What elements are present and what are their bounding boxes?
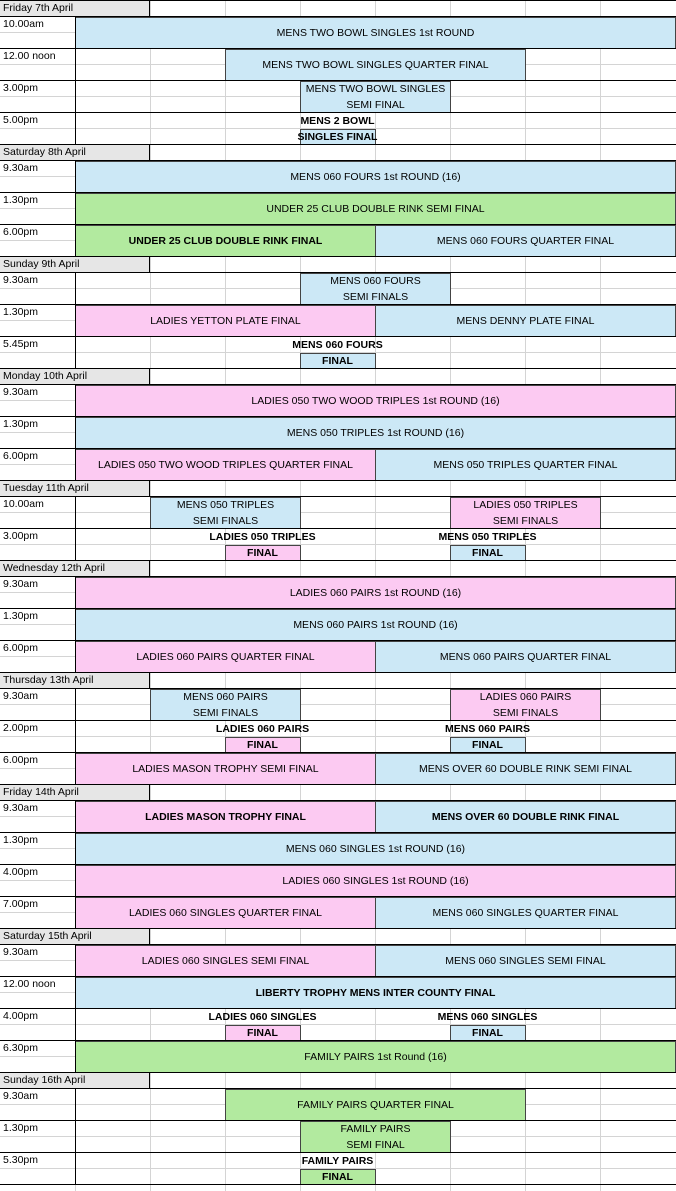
time-label: 3.00pm: [3, 82, 39, 94]
event-label: MENS 060 SINGLES QUARTER FINAL: [432, 907, 619, 919]
event-label: MENS 060 PAIRS 1st ROUND (16): [293, 619, 458, 631]
day-header: Sunday 16th April: [0, 1073, 150, 1088]
event-label: MENS DENNY PLATE FINAL: [456, 315, 595, 327]
event-label: LIBERTY TROPHY MENS INTER COUNTY FINAL: [255, 987, 496, 999]
event-cell: [75, 417, 676, 449]
event-cell: [150, 689, 301, 721]
event-label: MENS 060 PAIRS FINAL: [445, 723, 530, 751]
event-label: LADIES 050 TWO WOOD TRIPLES 1st ROUND (16): [251, 395, 500, 407]
event-label: LADIES 060 PAIRS FINAL: [215, 723, 310, 751]
event-cell: [75, 17, 676, 49]
time-label: 7.00pm: [3, 898, 39, 910]
event-label: MENS 060 PAIRS SEMI FINALS: [183, 691, 268, 719]
day-header: Friday 7th April: [0, 1, 150, 16]
time-label: 10.00am: [3, 498, 44, 510]
time-column-separator: [75, 944, 76, 1072]
time-label: 12.00 noon: [3, 50, 56, 62]
event-cell: [375, 641, 676, 673]
time-label: 2.00pm: [3, 722, 39, 734]
event-cell: [225, 49, 526, 81]
event-label: LADIES MASON TROPHY FINAL: [145, 811, 306, 823]
event-label: MENS 060 SINGLES SEMI FINAL: [445, 955, 606, 967]
event-label: MENS TWO BOWL SINGLES QUARTER FINAL: [262, 59, 489, 71]
time-label: 6.30pm: [3, 1042, 39, 1054]
event-cell: [75, 225, 376, 257]
day-header: Saturday 8th April: [0, 145, 150, 160]
event-cell: [75, 161, 676, 193]
event-cell: [75, 385, 676, 417]
event-label: UNDER 25 CLUB DOUBLE RINK FINAL: [128, 235, 323, 247]
event-label: LADIES MASON TROPHY SEMI FINAL: [132, 763, 319, 775]
time-label: 3.00pm: [3, 530, 39, 542]
event-cell: [375, 225, 676, 257]
event-label: MENS 060 FOURS 1st ROUND (16): [290, 171, 461, 183]
time-label: 1.30pm: [3, 1122, 39, 1134]
event-cell: [375, 801, 676, 833]
time-label: 6.00pm: [3, 226, 39, 238]
event-label: MENS OVER 60 DOUBLE RINK FINAL: [431, 811, 620, 823]
event-cell: [75, 945, 376, 977]
event-cell: [150, 497, 301, 529]
time-column-separator: [75, 688, 76, 784]
event-label: LADIES 050 TRIPLES FINAL: [209, 531, 316, 559]
time-label: 5.45pm: [3, 338, 39, 350]
event-cell: [375, 449, 676, 481]
event-cell: [75, 577, 676, 609]
time-label: 1.30pm: [3, 418, 39, 430]
time-label: 9.30am: [3, 386, 39, 398]
event-label: MENS 060 FOURS QUARTER FINAL: [436, 235, 615, 247]
event-label: LADIES 060 SINGLES QUARTER FINAL: [129, 907, 322, 919]
event-cell: [450, 497, 601, 529]
time-label: 4.00pm: [3, 1010, 39, 1022]
time-column-separator: [75, 496, 76, 560]
event-cell: [225, 1089, 526, 1121]
time-label: 5.30pm: [3, 1154, 39, 1166]
event-label: MENS TWO BOWL SINGLES SEMI FINAL: [305, 83, 446, 111]
event-cell: [75, 449, 376, 481]
time-label: 9.30am: [3, 1090, 39, 1102]
event-label: LADIES 060 PAIRS QUARTER FINAL: [136, 651, 315, 663]
event-label: LADIES YETTON PLATE FINAL: [150, 315, 301, 327]
event-cell: [375, 753, 676, 785]
time-label: 5.00pm: [3, 114, 39, 126]
event-cell: [75, 977, 676, 1009]
event-label: MENS 060 SINGLES FINAL: [437, 1011, 538, 1039]
event-cell: [75, 753, 376, 785]
event-cell: [75, 1041, 676, 1073]
day-header: Sunday 9th April: [0, 257, 150, 272]
event-label: LADIES 050 TWO WOOD TRIPLES QUARTER FINAL: [98, 459, 353, 471]
event-label: FAMILY PAIRS 1st Round (16): [304, 1051, 447, 1063]
time-label: 9.30am: [3, 274, 39, 286]
time-label: 9.30am: [3, 690, 39, 702]
time-column-separator: [75, 272, 76, 368]
time-column-separator: [75, 384, 76, 480]
time-label: 9.30am: [3, 162, 39, 174]
time-label: 4.00pm: [3, 866, 39, 878]
sheet-bottom-line: [0, 1184, 676, 1185]
day-header: Monday 10th April: [0, 369, 150, 384]
event-label: UNDER 25 CLUB DOUBLE RINK SEMI FINAL: [266, 203, 485, 215]
event-label: MENS 060 FOURS SEMI FINALS: [330, 275, 421, 303]
event-label: LADIES 060 SINGLES FINAL: [208, 1011, 317, 1039]
time-label: 1.30pm: [3, 610, 39, 622]
time-column-separator: [75, 576, 76, 672]
event-label: FAMILY PAIRS QUARTER FINAL: [297, 1099, 454, 1111]
event-cell: [75, 609, 676, 641]
day-header: Thursday 13th April: [0, 673, 150, 688]
time-label: 9.30am: [3, 578, 39, 590]
event-label: MENS 060 FOURS FINAL: [292, 339, 383, 367]
event-cell: [75, 641, 376, 673]
event-cell: [300, 273, 451, 305]
event-cell: [300, 81, 451, 113]
event-cell: [450, 689, 601, 721]
time-label: 9.30am: [3, 802, 39, 814]
time-label: 6.00pm: [3, 642, 39, 654]
event-label: MENS 060 PAIRS QUARTER FINAL: [439, 651, 612, 663]
event-cell: [75, 897, 376, 929]
time-label: 10.00am: [3, 18, 44, 30]
event-label: MENS 050 TRIPLES 1st ROUND (16): [286, 427, 465, 439]
event-label: FAMILY PAIRS SEMI FINAL: [340, 1123, 411, 1151]
event-label: LADIES 060 PAIRS 1st ROUND (16): [289, 587, 462, 599]
time-label: 1.30pm: [3, 194, 39, 206]
event-cell: [75, 865, 676, 897]
time-column-separator: [75, 800, 76, 928]
event-label: MENS 050 TRIPLES QUARTER FINAL: [433, 459, 618, 471]
event-cell: [300, 1121, 451, 1153]
event-label: MENS 050 TRIPLES SEMI FINALS: [176, 499, 275, 527]
event-cell: [375, 945, 676, 977]
day-header: Saturday 15th April: [0, 929, 150, 944]
time-label: 6.00pm: [3, 754, 39, 766]
time-label: 1.30pm: [3, 306, 39, 318]
event-label: MENS 060 SINGLES 1st ROUND (16): [285, 843, 466, 855]
day-header: Tuesday 11th April: [0, 481, 150, 496]
time-label: 9.30am: [3, 946, 39, 958]
event-label: MENS 2 BOWL SINGLES FINAL: [297, 115, 378, 143]
event-cell: [375, 897, 676, 929]
event-label: MENS OVER 60 DOUBLE RINK SEMI FINAL: [419, 763, 632, 775]
event-cell: [75, 305, 376, 337]
event-cell: [75, 193, 676, 225]
event-label: MENS 050 TRIPLES FINAL: [438, 531, 537, 559]
time-column-separator: [75, 1088, 76, 1184]
day-header: Friday 14th April: [0, 785, 150, 800]
event-label: MENS TWO BOWL SINGLES 1st ROUND: [276, 27, 475, 39]
time-column-separator: [75, 160, 76, 256]
time-label: 12.00 noon: [3, 978, 56, 990]
event-label: FAMILY PAIRS FINAL: [301, 1155, 374, 1183]
event-label: LADIES 060 PAIRS SEMI FINALS: [479, 691, 572, 719]
event-label: LADIES 060 SINGLES 1st ROUND (16): [282, 875, 469, 887]
time-label: 6.00pm: [3, 450, 39, 462]
day-header: Wednesday 12th April: [0, 561, 150, 576]
event-cell: [75, 801, 376, 833]
event-label: LADIES 060 SINGLES SEMI FINAL: [141, 955, 310, 967]
event-label: LADIES 050 TRIPLES SEMI FINALS: [473, 499, 578, 527]
time-label: 1.30pm: [3, 834, 39, 846]
time-column-separator: [75, 16, 76, 144]
event-cell: [375, 305, 676, 337]
event-cell: [75, 833, 676, 865]
